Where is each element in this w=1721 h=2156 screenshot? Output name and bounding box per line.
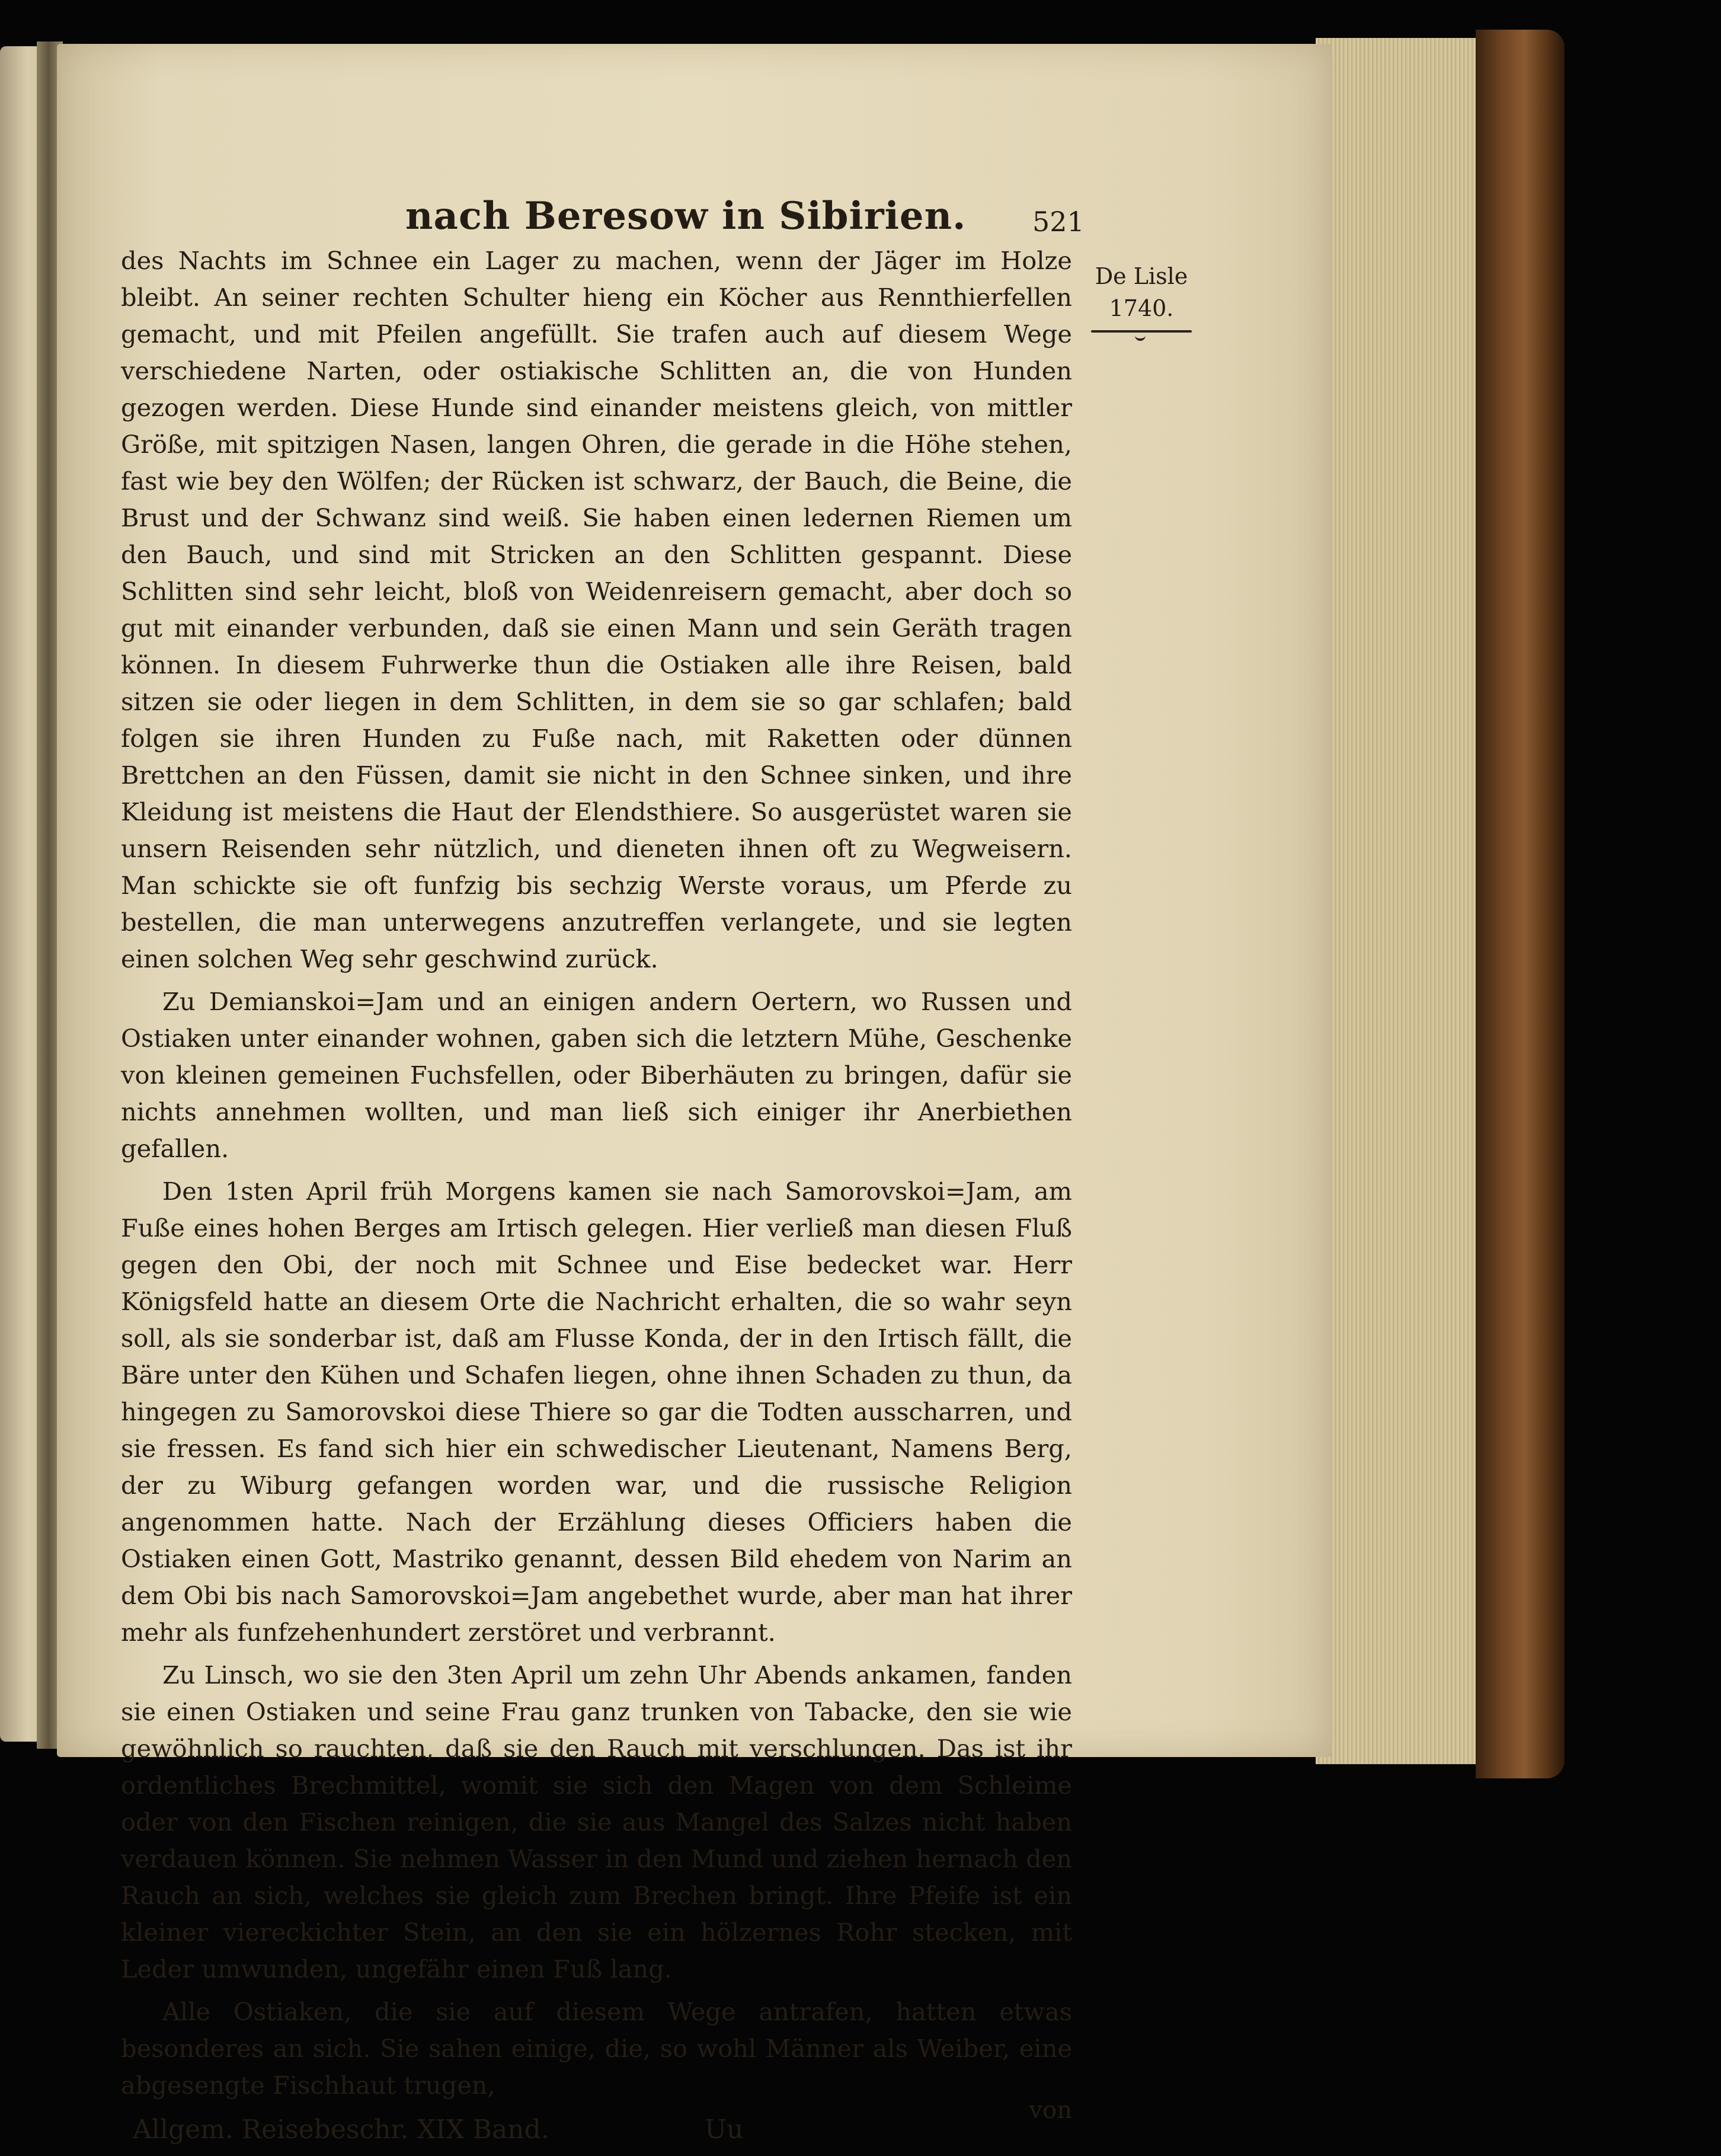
body-text [121,242,1072,2104]
signature-line: Allgem. Reisebeschr. XIX Band. [133,2115,549,2145]
paragraph: Den 1sten April früh Morgens kamen sie nach Samorovskoi=Jam, am Fuße eines hohen Berges am Irtisch gelegen. Hier verließ man diesen Fluß gegen den Obi, der noch mit Schnee und Eise bedecket war. Herr Königsfeld hatte an diesem Orte die Nachricht erhalten, die so wahr seyn soll, als sie sonderbar ist, daß am Flusse Konda, der in den Irtisch fällt, die Bäre unter den Kühen und Schafen liegen, ohne ihnen Schaden zu thun, da hingegen zu Samorovskoi diese Thiere so gar die Todten ausscharren, und sie fressen. Es fand sich hier ein schwedischer Lieutenant, Namens Berg, der zu Wiburg gefangen worden war, und die russische Religion angenommen hatte. Nach der Erzählung dieses Officiers haben die Ostiaken einen Gott, Mastriko genannt, dessen Bild ehedem von Narim an dem Obi bis nach Samorovskoi=Jam angebethet wurde, aber man hat ihrer mehr als funfzehenhundert zerstöret und verbrannt. [121,1177,1072,1647]
page-header [121,154,1085,242]
book-cover [1476,30,1565,1778]
running-title: nach Beresow in Sibirien. [405,194,967,238]
page-number: 521 [1032,206,1085,238]
catchword: von [1029,2097,1072,2124]
page-footer [121,2097,1072,2156]
marginal-note [1088,260,1195,333]
gathering-mark: Uu [705,2115,744,2145]
book-page [57,44,1331,2145]
paragraph: Alle Ostiaken, die sie auf diesem Wege antrafen, hatten etwas besonderes an sich. Sie sahen einige, die, so wohl Männer als Weiber, eine abgesengte Fischhaut trugen, [121,1997,1072,2100]
marginal-rule [1091,330,1192,333]
marginal-year: 1740. [1109,295,1174,321]
paragraph: des Nachts im Schnee ein Lager zu machen, wenn der Jäger im Holze bleibt. An seiner rechten Schulter hieng ein Köcher aus Rennthierfellen gemacht, und mit Pfeilen angefüllt. Sie trafen auch auf diesem Wege verschiedene Narten, oder ostiakische Schlitten an, die von Hunden gezogen werden. Diese Hunde sind einander meistens gleich, von mittler Größe, mit spitzigen Nasen, langen Ohren, die gerade in die Höhe stehen, fast wie bey den Wölfen; der Rücken ist schwarz, der Bauch, die Beine, die Brust und der Schwanz sind weiß. Sie haben einen ledernen Riemen um den Bauch, und sind mit Stricken an den Schlitten gespannt. Diese Schlitten sind sehr leicht, bloß von Weidenreisern gemacht, aber doch so gut mit einander verbunden, daß sie einen Mann und sein Geräth tragen können. In diesem Fuhrwerke thun die Ostiaken alle ihre Reisen, bald sitzen sie oder liegen in dem Schlitten, in dem sie so gar schlafen; bald folgen sie ihren Hunden zu Fuße nach, mit Raketten oder dünnen Brettchen an den Füssen, damit sie nicht in den Schnee sinken, und ihre Kleidung ist meistens die Haut der Elendsthiere. So ausgerüstet waren sie unsern Reisenden sehr nützlich, und dieneten ihnen oft zu Wegweisern. Man schickte sie oft funfzig bis sechzig Werste voraus, um Pferde zu bestellen, die man unterwegens anzutreffen verlangete, und sie legten einen solchen Weg sehr geschwind zurück. [121,246,1072,973]
marginal-author: De Lisle [1095,263,1188,289]
paragraph: Zu Demianskoi=Jam und an einigen andern Oertern, wo Russen und Ostiaken unter einander wohnen, gaben sich die letztern Mühe, Geschenke von kleinen gemeinen Fuchsfellen, oder Biberhäuten zu bringen, dafür sie nichts annehmen wollten, und man ließ sich einiger ihr Anerbiethen gefallen. [121,987,1072,1163]
page-edges [1316,38,1488,1764]
paragraph: Zu Linsch, wo sie den 3ten April um zehn Uhr Abends ankamen, fanden sie einen Ostiaken und seine Frau ganz trunken von Tabacke, den sie wie gewöhnlich so rauchten, daß sie den Rauch mit verschlungen. Das ist ihr ordentliches Brechmittel, womit sie sich den Magen von dem Schleime oder von den Fischen reinigen, die sie aus Mangel des Salzes nicht haben verdauen können. Sie nehmen Wasser in den Mund und ziehen hernach den Rauch an sich, welches sie gleich zum Brechen bringt. Ihre Pfeife ist ein kleiner viereckichter Stein, an den sie ein hölzernes Rohr stecken, mit Leder umwunden, ungefähr einen Fuß lang. [121,1660,1072,1983]
text-block [121,154,1085,2156]
